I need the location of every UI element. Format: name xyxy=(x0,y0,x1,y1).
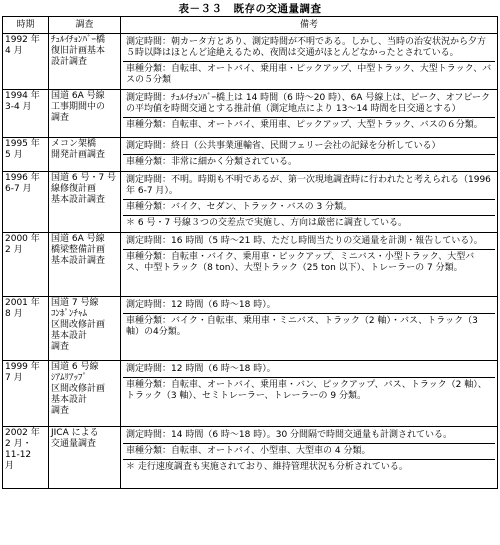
period-line: 7 月 xyxy=(5,373,23,383)
survey-cell xyxy=(49,90,121,138)
period-line: 2002 年 xyxy=(5,428,40,438)
period-line: 4 月 xyxy=(5,46,23,56)
table-row xyxy=(3,427,498,489)
period-line: 2 月・ xyxy=(5,439,32,449)
remarks-cell xyxy=(121,90,498,138)
note-text: ＊ 走行速度調査も実施されており、維持管理状況も分析されている。 xyxy=(123,459,495,475)
period-line: 3-4 月 xyxy=(5,102,32,112)
survey-cell xyxy=(49,233,121,297)
period-line: 2001 年 xyxy=(5,298,40,308)
header-survey: 調査 xyxy=(49,17,121,34)
vehicle-classification-text: 車種分類：自転車、オートバイ、小型車、大型車の 4 分類。 xyxy=(123,443,495,459)
measurement-time-text: 測定時間：終日（公共事業運輸省、民間フェリー会社の記録を分析している） xyxy=(126,141,441,151)
survey-line: 区間改修計画 xyxy=(51,320,106,330)
survey-line: 復旧計画基本 xyxy=(51,46,106,56)
survey-line: ﾁｭﾙｲﾁｮﾝﾊﾞｰ橋 xyxy=(51,35,106,45)
remarks-cell xyxy=(121,172,498,233)
survey-line: 国道 6 号線 xyxy=(51,362,99,372)
period-line: 1994 年 xyxy=(5,91,40,101)
survey-cell xyxy=(49,34,121,90)
measurement-time-text: 測定時間：12 時間（6 時～18 時）。 xyxy=(126,300,276,310)
measurement-time-text: 測定時間：不明。時期も不明であるが、第一次現地調査時に行われたと考えられる（1996 年 6-7 月）。 xyxy=(126,175,491,196)
period-cell xyxy=(3,172,49,233)
remarks-cell xyxy=(121,361,498,427)
period-cell xyxy=(3,297,49,361)
survey-line: 調査 xyxy=(51,113,70,123)
survey-line: 交通量調査 xyxy=(51,439,97,449)
period-line: 5 月 xyxy=(5,150,23,160)
remarks-cell xyxy=(121,233,498,297)
survey-line: 調査 xyxy=(51,342,70,352)
period-line: 1996 年 xyxy=(5,173,40,183)
survey-table xyxy=(2,16,498,489)
vehicle-classification-text: 車種分類：バイク・自転車、乗用車・ミニバス、トラック（2 軸）・バス、トラック（3 軸）の4分類。 xyxy=(123,313,495,340)
survey-line: 設計調査 xyxy=(51,57,88,67)
survey-line: 区間改修計画 xyxy=(51,384,106,394)
period-cell xyxy=(3,90,49,138)
remarks-cell xyxy=(121,34,498,90)
survey-line: 橋梁整備計画 xyxy=(51,245,106,255)
header-period: 時期 xyxy=(3,17,49,34)
survey-cell xyxy=(49,361,121,427)
vehicle-classification-text: 車種分類：自転車、オートバイ、乗用車・ピックアップ、中型トラック、大型トラック、バスの５分類 xyxy=(123,61,495,88)
table-row xyxy=(3,361,498,427)
table-row xyxy=(3,90,498,138)
table-row xyxy=(3,34,498,90)
period-line: 11-12 xyxy=(5,450,32,460)
survey-line: メコン架橋 xyxy=(51,139,97,149)
note-text: ＊ 6 号・7 号線３つの交差点で実施し、方向は厳密に調査している。 xyxy=(123,215,495,231)
period-cell xyxy=(3,233,49,297)
survey-line: 国道 6A 号線 xyxy=(51,234,105,244)
period-line: 月 xyxy=(5,461,15,471)
survey-line: 工事期間中の xyxy=(51,102,106,112)
survey-line: JICA による xyxy=(51,428,99,438)
period-line: 6-7 月 xyxy=(5,184,32,194)
survey-line: 国道 7 号線 xyxy=(51,298,99,308)
measurement-time-text: 測定時間：16 時間（5 時～21 時、ただし時間当たりの交通量を計測・報告している）。 xyxy=(126,236,483,246)
survey-line: 線修復計画 xyxy=(51,184,97,194)
header-remarks: 備考 xyxy=(121,17,498,34)
survey-line: 基本設計 xyxy=(51,395,88,405)
survey-line: 国道 6 号・7 号 xyxy=(51,173,117,183)
measurement-time-text: 測定時間：14 時間（6 時～18 時）。30 分間隔で時間交通量も計測されている。 xyxy=(126,430,453,440)
measurement-time-text: 測定時間：12 時間（6 時～18 時）。 xyxy=(126,364,276,374)
period-cell xyxy=(3,138,49,172)
remarks-cell xyxy=(121,297,498,361)
survey-cell xyxy=(49,138,121,172)
survey-line: 基本設計調査 xyxy=(51,195,106,205)
vehicle-classification-text: 車種分類：自転車・バイク、乗用車・ピックアップ、ミニバス・小型トラック、大型バス、中型トラック（8 ton）、大型トラック（25 ton 以下）、トレーラーの 7 分類。 xyxy=(123,249,495,276)
survey-line: ｼｱﾑﾘｱｯﾌﾟ xyxy=(51,373,88,383)
survey-line: 基本設計調査 xyxy=(51,256,106,266)
measurement-time-text: 測定時間：ﾁｭﾙｲﾁｮﾝﾊﾞｰ橋上は 14 時間（6 時～20 時）、6A 号線上は、ピーク、オフピークの平均値を時間交通とする推計値（測定地点により 13～14 時間を日交通とする） xyxy=(126,93,490,114)
period-line: 1999 年 xyxy=(5,362,40,372)
table-row xyxy=(3,233,498,297)
survey-line: 調査 xyxy=(51,406,70,416)
period-line: 2000 年 xyxy=(5,234,40,244)
period-cell xyxy=(3,427,49,489)
period-line: 8 月 xyxy=(5,309,23,319)
survey-cell xyxy=(49,172,121,233)
table-row xyxy=(3,138,498,172)
survey-line: 基本設計 xyxy=(51,331,88,341)
table-row xyxy=(3,172,498,233)
period-line: 1995 年 xyxy=(5,139,40,149)
period-line: 1992 年 xyxy=(5,35,40,45)
survey-line: 開発計画調査 xyxy=(51,150,106,160)
vehicle-classification-text: 車種分類：非常に細かく分類されている。 xyxy=(123,154,495,170)
period-cell xyxy=(3,361,49,427)
table-header-row xyxy=(3,17,498,34)
period-line: 2 月 xyxy=(5,245,23,255)
table-row xyxy=(3,297,498,361)
survey-line: 国道 6A 号線 xyxy=(51,91,105,101)
period-cell xyxy=(3,34,49,90)
survey-line: ｺﾝﾎﾟﾝﾁｬﾑ xyxy=(51,309,88,319)
vehicle-classification-text: 車種分類：自転車、オートバイ、乗用車、ピックアップ、大型トラック、バスの６分類。 xyxy=(123,117,495,133)
survey-cell xyxy=(49,297,121,361)
remarks-cell xyxy=(121,427,498,489)
table-title: 表－３３ 既存の交通量調査 xyxy=(178,3,322,15)
vehicle-classification-text: 車種分類：自転車、オートバイ、乗用車・バン、ピックアップ、バス、トラック（2 軸）、トラック（3 軸）、セミトレーラー、トレーラーの 9 分類。 xyxy=(123,377,495,404)
measurement-time-text: 測定時間：朝カータ方とあり、測定時間が不明である。しかし、当時の治安状況から夕方５時以降はほとんど途絶えるため、夜間は交通がほとんどなかったとされている。 xyxy=(126,37,487,58)
remarks-cell xyxy=(121,138,498,172)
table-body xyxy=(3,34,498,489)
survey-cell xyxy=(49,427,121,489)
vehicle-classification-text: 車種分類：バイク、セダン、トラック・バスの 3 分類。 xyxy=(123,199,495,215)
